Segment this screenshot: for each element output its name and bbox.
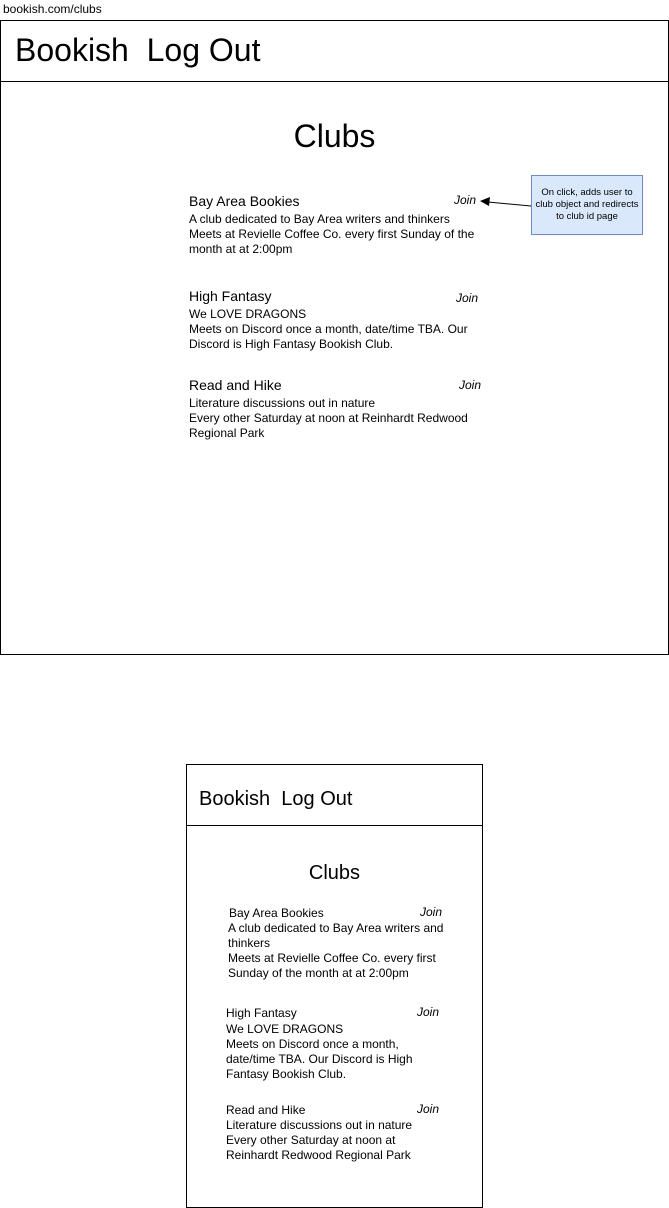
club-details [228, 921, 450, 981]
join-button[interactable]: Join [454, 193, 477, 207]
brand-link[interactable]: Bookish [15, 32, 129, 68]
join-button[interactable]: Join [459, 378, 482, 392]
club-meets: Meets on Discord once a month, date/time TBA. Our Discord is High Fantasy Bookish Club. [189, 322, 468, 351]
club-name: High Fantasy [226, 1006, 297, 1020]
mobile-page-title: Clubs [308, 862, 361, 884]
mobile-nav [199, 788, 352, 811]
club-description: Literature discussions out in nature [189, 396, 376, 410]
club-description: A club dedicated to Bay Area writers and thinkers [189, 212, 450, 226]
url-label: bookish.com/clubs [3, 2, 102, 16]
join-button[interactable]: Join [417, 1005, 440, 1019]
logout-link[interactable]: Log Out [281, 788, 353, 810]
club-details [189, 396, 484, 441]
join-button[interactable]: Join [417, 1102, 440, 1116]
club-description: Literature discussions out in nature [226, 1118, 413, 1132]
club-meets: Every other Saturday at noon at Reinhardt Redwood Regional Park [226, 1133, 411, 1162]
club-details [189, 307, 484, 352]
club-description: We LOVE DRAGONS [189, 307, 307, 321]
club-meets: Every other Saturday at noon at Reinhardt Redwood Regional Park [189, 411, 468, 440]
club-meets: Meets at Revielle Coffee Co. every first Sunday of the month at at 2:00pm [228, 951, 436, 980]
club-meets: Meets at Revielle Coffee Co. every first Sunday of the month at at 2:00pm [189, 227, 475, 256]
club-name: Read and Hike [189, 377, 282, 393]
club-name: High Fantasy [189, 288, 272, 304]
club-name: Bay Area Bookies [229, 906, 324, 920]
logout-link[interactable]: Log Out [146, 32, 261, 68]
club-name: Bay Area Bookies [189, 193, 300, 209]
club-details [226, 1118, 421, 1163]
join-button[interactable]: Join [456, 291, 479, 305]
brand-link[interactable]: Bookish [199, 788, 271, 810]
club-meets: Meets on Discord once a month, date/time TBA. Our Discord is High Fantasy Bookish Club. [226, 1037, 413, 1081]
club-details [226, 1022, 421, 1082]
annotation-arrow [0, 0, 669, 260]
club-description: We LOVE DRAGONS [226, 1022, 344, 1036]
join-button[interactable]: Join [420, 905, 443, 919]
club-description: A club dedicated to Bay Area writers and thinkers [228, 921, 444, 950]
page-title: Clubs [293, 118, 376, 154]
annotation-text: On click, adds user to club object and redirects to club id page [535, 187, 639, 222]
club-name: Read and Hike [226, 1103, 306, 1117]
